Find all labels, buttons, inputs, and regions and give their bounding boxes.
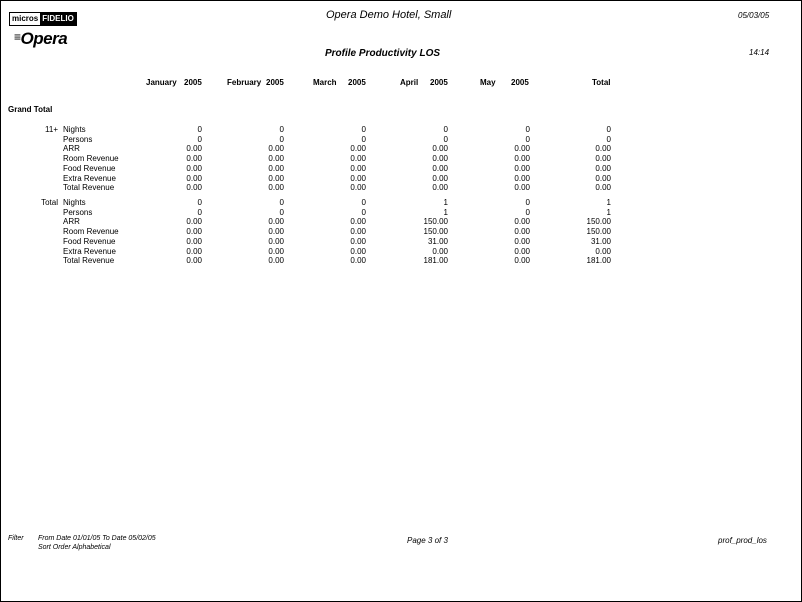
table-cell: 0.00 (186, 154, 202, 164)
table-cell: 31.00 (590, 236, 611, 246)
column-month-header: March (313, 78, 337, 87)
table-cell: 0.00 (350, 236, 366, 246)
table-cell: 1 (443, 207, 448, 217)
table-cell: 0.00 (514, 183, 530, 193)
filter-sort-order: Sort Order Alphabetical (38, 544, 111, 551)
column-month-header: April (400, 78, 419, 87)
table-cell: 0.00 (268, 144, 284, 154)
table-cell: 0 (279, 207, 284, 217)
row-label: Persons (63, 134, 93, 144)
table-cell: 0.00 (186, 246, 202, 256)
table-cell: 0.00 (268, 217, 284, 227)
report-name: prof_prod_los (718, 536, 767, 545)
column-year-header: 2005 (184, 78, 202, 87)
column-year-header: 2005 (266, 78, 284, 87)
table-cell: 0.00 (514, 236, 530, 246)
table-cell: 0.00 (268, 173, 284, 183)
row-label: Extra Revenue (63, 173, 116, 183)
table-cell: 0.00 (186, 227, 202, 237)
table-cell: 0.00 (432, 144, 448, 154)
table-cell: 0 (606, 134, 611, 144)
table-cell: 150.00 (586, 227, 611, 237)
row-label: Total Revenue (63, 256, 115, 266)
row-label: Room Revenue (63, 154, 119, 164)
table-cell: 0.00 (514, 227, 530, 237)
table-cell: 0.00 (432, 173, 448, 183)
opera-logo: ≡Opera (14, 29, 68, 48)
row-label: Persons (63, 207, 93, 217)
group-label: Total (41, 198, 58, 207)
table-cell: 181.00 (423, 256, 448, 266)
opera-swoosh-icon: ≡ (14, 30, 21, 44)
table-cell: 0.00 (514, 163, 530, 173)
column-total-header: Total (592, 78, 611, 87)
table-cell: 0.00 (595, 154, 611, 164)
table-cell: 0 (525, 125, 530, 134)
table-cell: 0 (361, 198, 366, 207)
row-label: ARR (63, 144, 80, 154)
table-cell: 0.00 (595, 163, 611, 173)
table-cell: 0 (279, 198, 284, 207)
row-label: ARR (63, 217, 80, 227)
table-cell: 0.00 (268, 163, 284, 173)
grand-total-heading: Grand Total (8, 105, 53, 114)
table-cell: 0 (361, 125, 366, 134)
table-cell: 0.00 (268, 154, 284, 164)
table-cell: 0 (279, 125, 284, 134)
table-cell: 1 (606, 207, 611, 217)
table-cell: 0.00 (268, 256, 284, 266)
table-cell: 0.00 (350, 173, 366, 183)
table-cell: 0.00 (514, 154, 530, 164)
table-cell: 0.00 (186, 256, 202, 266)
table-cell: 150.00 (586, 217, 611, 227)
table-cell: 0.00 (268, 246, 284, 256)
row-label: Food Revenue (63, 163, 116, 173)
table-cell: 0.00 (268, 227, 284, 237)
table-cell: 0.00 (350, 154, 366, 164)
table-cell: 0 (361, 134, 366, 144)
table-cell: 150.00 (423, 217, 448, 227)
logo-micros-text: micros (12, 14, 39, 23)
row-label: Extra Revenue (63, 246, 116, 256)
report-date: 05/03/05 (738, 11, 770, 20)
table-cell: 0.00 (350, 163, 366, 173)
table-cell: 181.00 (586, 256, 611, 266)
column-month-header: January (146, 78, 177, 87)
table-cell: 0 (606, 125, 611, 134)
row-label: Nights (63, 198, 86, 207)
table-cell: 0 (443, 125, 448, 134)
table-cell: 0.00 (514, 173, 530, 183)
table-cell: 0.00 (268, 236, 284, 246)
group-label: 11+ (45, 125, 58, 134)
filter-date-range: From Date 01/01/05 To Date 05/02/05 (38, 535, 156, 542)
table-cell: 0.00 (432, 163, 448, 173)
report-title: Profile Productivity LOS (325, 48, 441, 59)
logo-fidelio-text: FIDELIO (42, 14, 74, 23)
row-label: Room Revenue (63, 227, 119, 237)
table-cell: 0 (279, 134, 284, 144)
table-cell: 150.00 (423, 227, 448, 237)
table-cell: 0.00 (350, 183, 366, 193)
table-cell: 1 (606, 198, 611, 207)
column-year-header: 2005 (430, 78, 448, 87)
table-cell: 0.00 (595, 173, 611, 183)
table-cell: 0.00 (432, 183, 448, 193)
page-number: Page 3 of 3 (407, 536, 448, 545)
table-cell: 0.00 (186, 217, 202, 227)
row-label: Nights (63, 125, 86, 134)
table-cell: 0.00 (595, 246, 611, 256)
table-cell: 0 (361, 207, 366, 217)
table-cell: 0.00 (514, 246, 530, 256)
column-month-header: May (480, 78, 496, 87)
table-cell: 0 (443, 134, 448, 144)
table-cell: 0 (525, 207, 530, 217)
table-cell: 0.00 (432, 246, 448, 256)
micros-fidelio-logo (9, 12, 77, 26)
table-cell: 0 (197, 134, 202, 144)
table-cell: 31.00 (427, 236, 448, 246)
column-month-header: February (227, 78, 262, 87)
table-cell: 0 (525, 134, 530, 144)
table-cell: 1 (443, 198, 448, 207)
table-cell: 0.00 (350, 217, 366, 227)
column-year-header: 2005 (348, 78, 366, 87)
hotel-name: Opera Demo Hotel, Small (326, 9, 452, 21)
table-cell: 0.00 (186, 236, 202, 246)
row-label: Total Revenue (63, 183, 115, 193)
table-cell: 0 (197, 207, 202, 217)
row-label: Food Revenue (63, 236, 116, 246)
table-cell: 0.00 (186, 183, 202, 193)
table-cell: 0.00 (514, 144, 530, 154)
table-cell: 0.00 (350, 246, 366, 256)
filter-label: Filter (8, 535, 24, 542)
table-cell: 0.00 (432, 154, 448, 164)
table-cell: 0.00 (186, 163, 202, 173)
table-cell: 0.00 (350, 144, 366, 154)
table-cell: 0.00 (514, 217, 530, 227)
table-cell: 0.00 (268, 183, 284, 193)
table-cell: 0.00 (595, 144, 611, 154)
table-cell: 0.00 (350, 227, 366, 237)
table-cell: 0 (525, 198, 530, 207)
table-cell: 0.00 (186, 173, 202, 183)
table-cell: 0 (197, 125, 202, 134)
column-year-header: 2005 (511, 78, 529, 87)
table-cell: 0.00 (514, 256, 530, 266)
table-cell: 0.00 (350, 256, 366, 266)
table-cell: 0.00 (595, 183, 611, 193)
report-time: 14:14 (749, 48, 770, 57)
table-cell: 0.00 (186, 144, 202, 154)
table-cell: 0 (197, 198, 202, 207)
